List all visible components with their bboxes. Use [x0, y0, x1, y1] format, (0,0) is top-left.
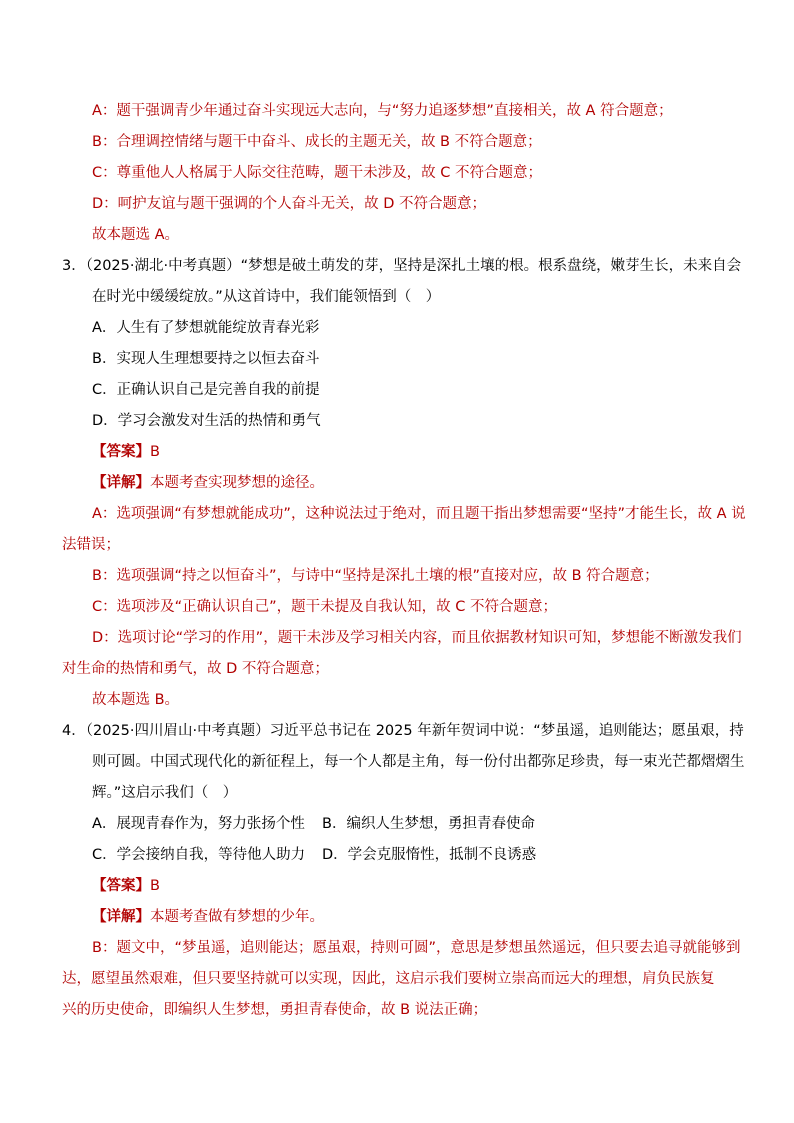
q3-conclusion: 故本题选 B。	[92, 692, 180, 708]
q3-analysis-d: D：选项讨论“学习的作用”，题干未涉及学习相关内容，而且依据教材知识可知，梦想能不断激发我们	[92, 630, 742, 646]
q4-option-c: C．学会接纳自我，等待他人助力	[92, 847, 306, 863]
q4-option-a: A．展现青春作为，努力张扬个性	[92, 816, 305, 832]
q3-stem-line-1: 3．（2025·湖北·中考真题）“梦想是破土萌发的芽，坚持是深扎土壤的根。根系盘绕，嫩芽生长，未来自会	[62, 258, 742, 274]
q3-option-d: D．学习会激发对生活的热情和勇气	[92, 413, 321, 429]
q4-option-b: B．编织人生梦想，勇担青春使命	[322, 816, 535, 832]
q3-detail-line	[92, 473, 324, 493]
q4-stem-line-3: 辉。”这启示我们（ ）	[92, 785, 238, 801]
q4-analysis-b-1: B：题文中，“梦虽遥，追则能达；愿虽艰，持则可圆”，意思是梦想虽然遥远，但只要去追寻就能够到	[92, 940, 741, 956]
q4-option-d: D．学会克服惰性，抵制不良诱惑	[322, 847, 537, 863]
q4-detail: 本题考查做有梦想的少年。	[150, 909, 324, 925]
q3-answer-tag: 【答案】	[92, 444, 150, 460]
q4-answer-line	[92, 876, 160, 896]
q3-detail-tag: 【详解】	[92, 475, 150, 491]
q3-option-c: C．正确认识自己是完善自我的前提	[92, 382, 320, 398]
q3-option-a: A．人生有了梦想就能绽放青春光彩	[92, 320, 320, 336]
q3-option-b: B．实现人生理想要持之以恒去奋斗	[92, 351, 320, 367]
q4-detail-line	[92, 907, 324, 927]
q4-stem-line-2: 则可圆。中国式现代化的新征程上，每一个人都是主角，每一份付出都弥足珍贵，每一束光芒都熠熠生	[92, 754, 745, 770]
q2-analysis-a: A：题干强调青少年通过奋斗实现远大志向，与“努力追逐梦想”直接相关，故 A 符合题意；	[92, 103, 673, 119]
q2-analysis-c: C：尊重他人人格属于人际交往范畴，题干未涉及，故 C 不符合题意；	[92, 165, 542, 181]
q2-analysis-d: D：呵护友谊与题干强调的个人奋斗无关，故 D 不符合题意；	[92, 196, 487, 212]
q3-answer-line	[92, 442, 160, 462]
q3-analysis-a-cont: 法错误；	[62, 537, 120, 553]
q3-analysis-c: C：选项涉及“正确认识自己”，题干未提及自我认知，故 C 不符合题意；	[92, 599, 557, 615]
q4-analysis-b-3: 兴的历史使命，即编织人生梦想，勇担青春使命，故 B 说法正确；	[62, 1002, 488, 1018]
q3-analysis-b: B：选项强调“持之以恒奋斗”，与诗中“坚持是深扎土壤的根”直接对应，故 B 符合题意；	[92, 568, 659, 584]
q4-answer-tag: 【答案】	[92, 878, 150, 894]
q3-detail: 本题考查实现梦想的途径。	[150, 475, 324, 491]
q4-answer: B	[150, 878, 160, 894]
q2-conclusion: 故本题选 A。	[92, 227, 180, 243]
q4-stem-line-1: 4．（2025·四川眉山·中考真题）习近平总书记在 2025 年新年贺词中说：“梦虽遥，追则能达；愿虽艰，持	[62, 723, 744, 739]
q3-analysis-d-cont: 对生命的热情和勇气，故 D 不符合题意；	[62, 661, 329, 677]
q4-detail-tag: 【详解】	[92, 909, 150, 925]
q4-analysis-b-2: 达，愿望虽然艰难，但只要坚持就可以实现，因此，这启示我们要树立崇高而远大的理想，肩负民族复	[62, 971, 715, 987]
q3-answer: B	[150, 444, 160, 460]
q3-stem-line-2: 在时光中缓缓绽放。”从这首诗中，我们能领悟到（ ）	[92, 289, 441, 305]
q2-analysis-b: B：合理调控情绪与题干中奋斗、成长的主题无关，故 B 不符合题意；	[92, 134, 542, 150]
q3-analysis-a: A：选项强调“有梦想就能成功”，这种说法过于绝对，而且题干指出梦想需要“坚持”才能生长，故 A 说	[92, 506, 746, 522]
